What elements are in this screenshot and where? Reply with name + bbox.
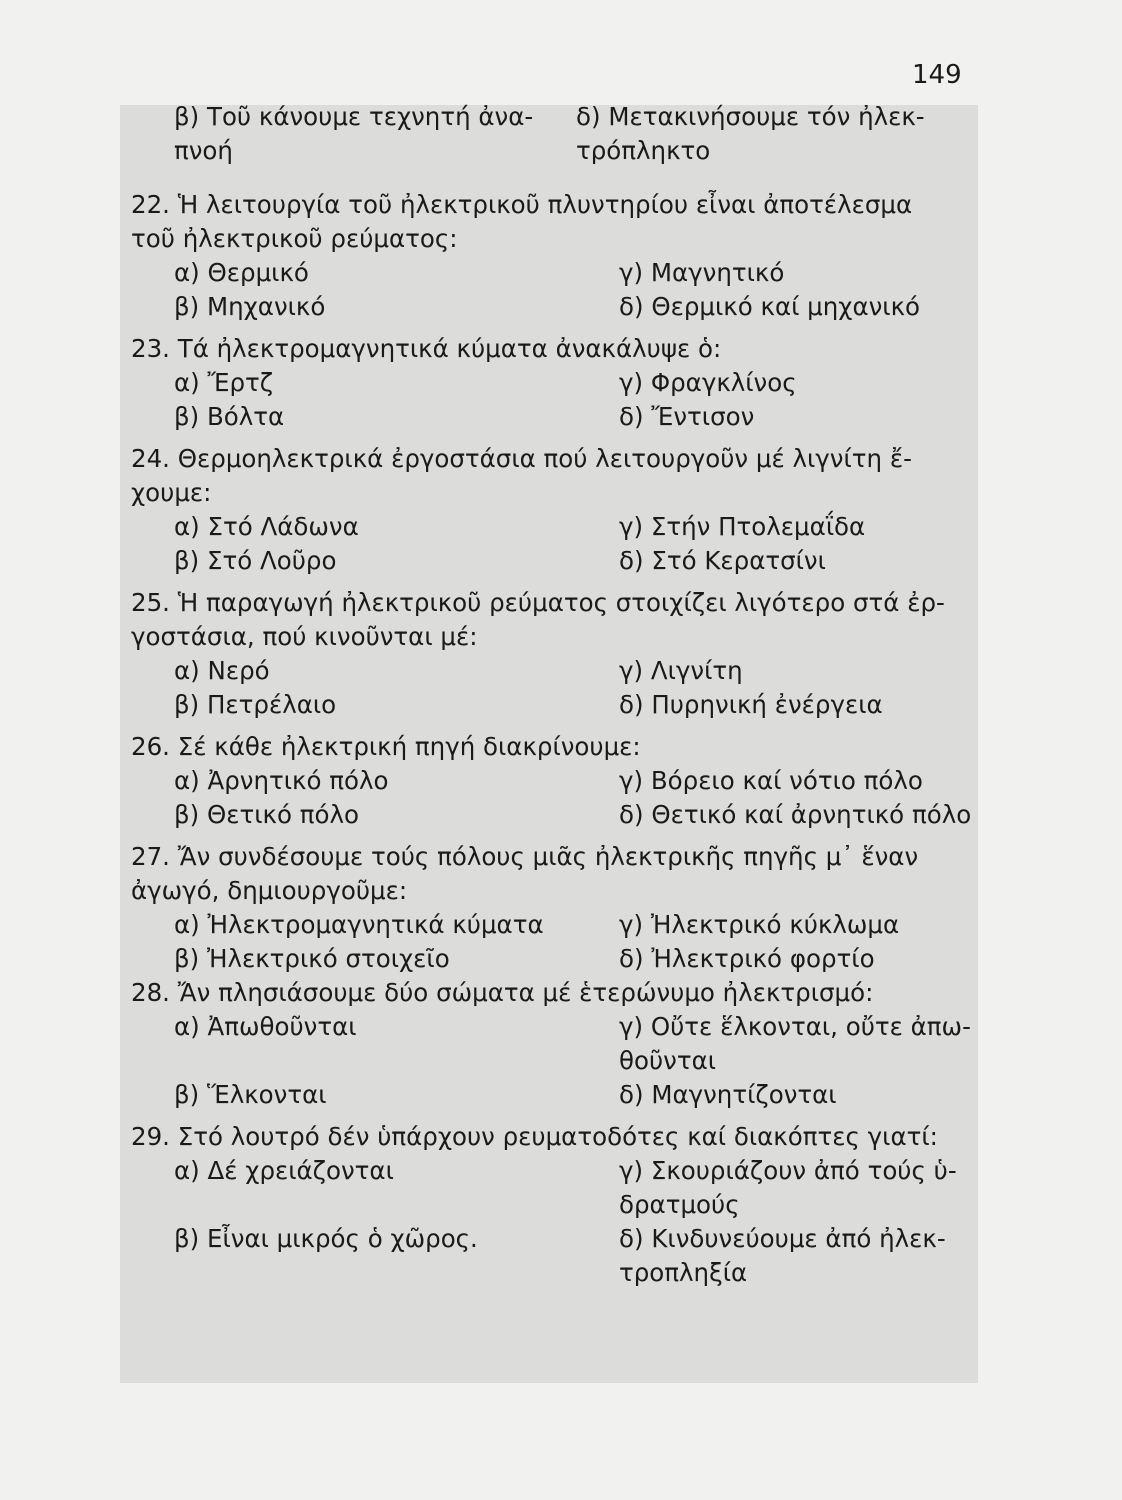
option-d: δ) Πυρηνική ἐνέργεια [619, 690, 883, 719]
question-list [131, 100, 972, 1290]
question-25 [131, 586, 961, 722]
question-24 [131, 442, 961, 578]
option-d: δ) Ἠλεκτρικό φορτίο [619, 944, 875, 973]
question-text: 25. Ἡ παραγωγή ἠλεκτρικοῦ ρεύματος στοιχίζει λιγότερο στά ἐρ-γοστάσια, πού κινοῦνται μέ: [131, 588, 945, 651]
options [174, 764, 1004, 832]
page-number: 149 [912, 60, 962, 90]
option-d: δ) Θετικό καί ἀρνητικό πόλο [619, 800, 972, 829]
option-a: α) Νερό [174, 656, 270, 685]
question-26 [131, 730, 972, 832]
option-c: γ) Ἠλεκτρικό κύκλωμα [619, 910, 900, 939]
option-a: α) Στό Λάδωνα [174, 512, 359, 541]
option-b: β) Εἶναι μικρός ὁ χῶρος. [174, 1224, 478, 1253]
option-b: β) Ἕλκονται [174, 1080, 327, 1109]
carryover-options [174, 100, 961, 168]
option-a: α) Θερμικό [174, 258, 309, 287]
question-29 [131, 1120, 961, 1290]
option-c: γ) Φραγκλίνος [619, 368, 797, 397]
question-text: 24. Θερμοηλεκτρικά ἐργοστάσια πού λειτουργοῦν μέ λιγνίτη ἔ-χουμε: [131, 444, 912, 507]
option-a: α) Ἠλεκτρομαγνητικά κύματα [174, 910, 544, 939]
options [174, 256, 1004, 324]
carryover-option-b: β) Τοῦ κάνουμε τεχνητή ἀνα- πνοή [174, 102, 534, 165]
option-a: α) Ἀπωθοῦνται [174, 1012, 357, 1041]
option-c: γ) Λιγνίτη [619, 656, 743, 685]
carryover-option-d: δ) Μετακινήσουμε τόν ἠλεκ- τρόπληκτο [576, 102, 925, 165]
option-c: γ) Μαγνητικό [619, 258, 785, 287]
option-b: β) Στό Λοῦρο [174, 546, 337, 575]
options [174, 510, 1004, 578]
question-27 [131, 840, 961, 976]
question-text: 29. Στό λουτρό δέν ὑπάρχουν ρευματοδότες καί διακόπτες γιατί: [131, 1122, 938, 1151]
option-b: β) Θετικό πόλο [174, 800, 359, 829]
question-23 [131, 332, 961, 434]
option-b: β) Μηχανικό [174, 292, 326, 321]
option-b: β) Πετρέλαιο [174, 690, 337, 719]
question-text: 22. Ἡ λειτουργία τοῦ ἠλεκτρικοῦ πλυντηρίου εἶναι ἀποτέλεσμα τοῦ ἠλεκτρικοῦ ρεύματος: [131, 190, 913, 253]
option-b: β) Ἠλεκτρικό στοιχεῖο [174, 944, 450, 973]
option-d: δ) Στό Κερατσίνι [619, 546, 826, 575]
option-c: γ) Στήν Πτολεμαΐδα [619, 512, 866, 541]
option-a: α) Ἀρνητικό πόλο [174, 766, 389, 795]
option-d: δ) Κινδυνεύουμε ἀπό ἠλεκ- τροπληξία [619, 1224, 946, 1287]
option-c: γ) Οὔτε ἕλκονται, οὔτε ἀπω- θοῦνται [619, 1012, 971, 1075]
options [174, 1010, 1004, 1112]
question-text: 28. Ἄν πλησιάσουμε δύο σώματα μέ ἑτερώνυμο ἠλεκτρισμό: [131, 978, 874, 1007]
option-d: δ) Μαγνητίζονται [619, 1080, 837, 1109]
option-d: δ) Ἔντισον [619, 402, 755, 431]
options [174, 1154, 1004, 1290]
option-c: γ) Βόρειο καί νότιο πόλο [619, 766, 923, 795]
option-b: β) Βόλτα [174, 402, 285, 431]
option-d: δ) Θερμικό καί μηχανικό [619, 292, 920, 321]
question-text: 27. Ἄν συνδέσουμε τούς πόλους μιᾶς ἠλεκτρικῆς πηγῆς μ᾽ ἕναν ἀγωγό, δημιουργοῦμε: [131, 842, 919, 905]
options [174, 366, 1004, 434]
question-28 [131, 976, 971, 1112]
question-text: 26. Σέ κάθε ἠλεκτρική πηγή διακρίνουμε: [131, 732, 641, 761]
option-a: α) Δέ χρειάζονται [174, 1156, 394, 1185]
question-text: 23. Τά ἠλεκτρομαγνητικά κύματα ἀνακάλυψε ὁ: [131, 334, 722, 363]
options [174, 654, 1004, 722]
options [174, 908, 1004, 976]
option-c: γ) Σκουριάζουν ἀπό τούς ὑ- δρατμούς [619, 1156, 957, 1219]
option-a: α) Ἔρτζ [174, 368, 274, 397]
question-22 [131, 188, 961, 324]
